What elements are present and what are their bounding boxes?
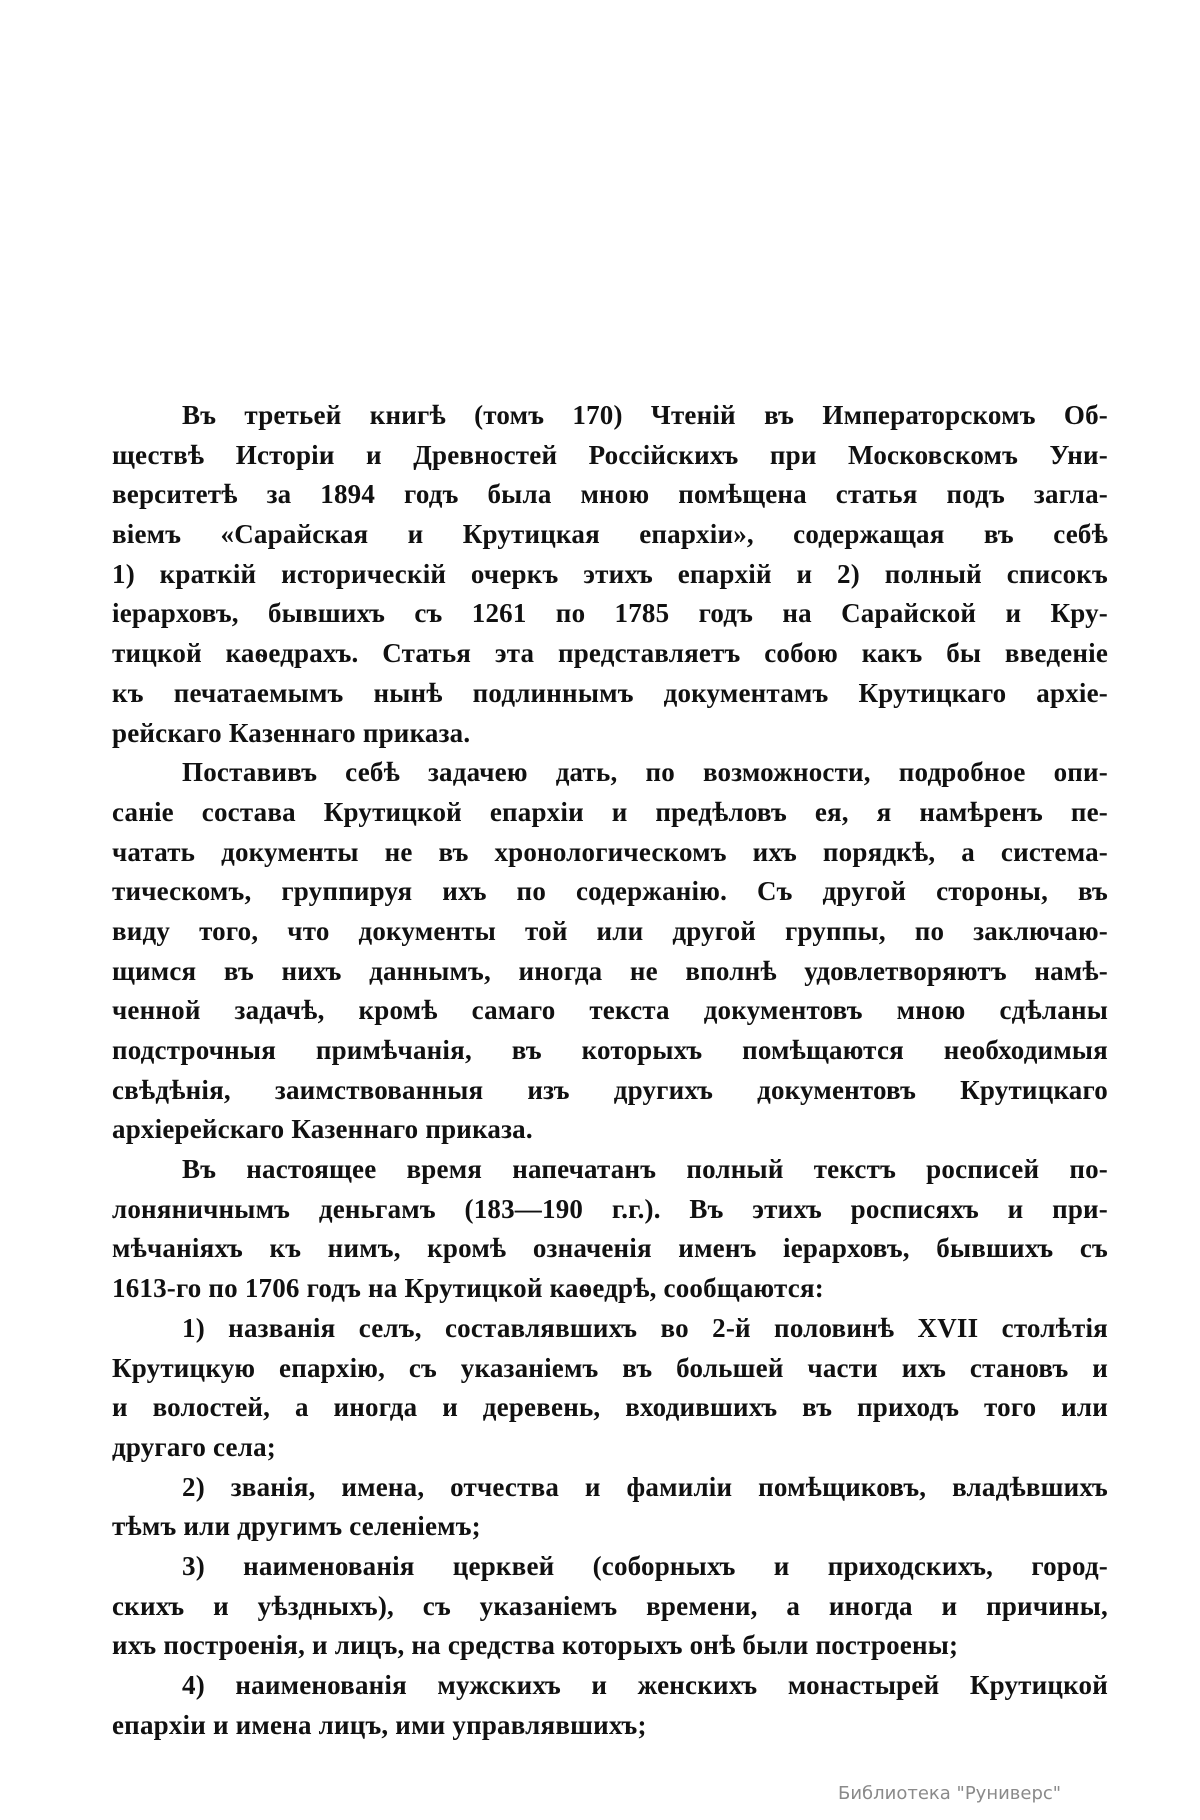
text-line: щимся въ нихъ даннымъ, иногда не вполнѣ удовлетворяютъ намѣ-	[112, 955, 1108, 986]
paragraph	[112, 1150, 1108, 1309]
text-line: другаго села;	[112, 1431, 276, 1462]
paragraph	[112, 753, 1108, 1150]
text-line: лоняничнымъ деньгамъ (183—190 г.г.). Въ этихъ росписяхъ и при-	[112, 1193, 1108, 1224]
text-line: ченной задачѣ, кромѣ самаго текста документовъ мною сдѣланы	[112, 995, 1108, 1026]
paragraph	[112, 1666, 1108, 1745]
text-line: виду того, что документы той или другой группы, по заключаю-	[112, 915, 1108, 946]
text-line: Въ третьей книгѣ (томъ 170) Чтеній въ Императорскомъ Об-	[182, 400, 1108, 430]
text-line: 1) названія селъ, составлявшихъ во 2-й половинѣ XVII столѣтія	[182, 1312, 1108, 1343]
paragraph	[112, 396, 1108, 753]
text-line: рейскаго Казеннаго приказа.	[112, 717, 471, 748]
paragraph	[112, 1547, 1108, 1666]
document-body	[112, 396, 1108, 1745]
text-line: тицкой каѳедрахъ. Статья эта представляетъ собою какъ бы введеніе	[112, 638, 1108, 669]
text-line: Въ настоящее время напечатанъ полный текстъ росписей по-	[182, 1154, 1108, 1185]
text-line: епархіи и имена лицъ, ими управлявшихъ;	[112, 1709, 647, 1740]
text-line: тѣмъ или другимъ селеніемъ;	[112, 1511, 481, 1542]
text-line: архіерейскаго Казеннаго приказа.	[112, 1114, 533, 1145]
text-line: ществѣ Исторіи и Древностей Россійскихъ при Московскомъ Уни-	[112, 439, 1108, 470]
library-watermark: Библиотека "Руниверс"	[838, 1783, 1062, 1804]
text-line: 1) краткій историческій очеркъ этихъ епархій и 2) полный списокъ	[112, 558, 1108, 589]
text-line: и волостей, а иногда и деревень, входившихъ въ приходъ того или	[112, 1392, 1108, 1423]
text-line: тическомъ, группируя ихъ по содержанію. Съ другой стороны, въ	[112, 876, 1108, 907]
text-line: іерарховъ, бывшихъ съ 1261 по 1785 годъ на Сарайской и Кру-	[112, 598, 1108, 629]
text-line: подстрочныя примѣчанія, въ которыхъ помѣщаются необходимыя	[112, 1035, 1108, 1065]
paragraph	[112, 1309, 1108, 1468]
text-line: 1613-го по 1706 годъ на Крутицкой каѳедрѣ, сообщаются:	[112, 1273, 824, 1304]
text-line: скихъ и уѣздныхъ), съ указаніемъ времени, а иногда и причины,	[112, 1590, 1108, 1621]
text-line: мѣчаніяхъ къ нимъ, кромѣ означенія именъ іерарховъ, бывшихъ съ	[112, 1233, 1108, 1264]
text-line: чатать документы не въ хронологическомъ ихъ порядкѣ, а система-	[112, 836, 1108, 867]
text-line: Крутицкую епархію, съ указаніемъ въ большей части ихъ становъ и	[112, 1352, 1108, 1383]
text-line: верситетѣ за 1894 годъ была мною помѣщена статья подъ загла-	[112, 479, 1108, 510]
text-line: свѣдѣнія, заимствованныя изъ другихъ документовъ Крутицкаго	[112, 1074, 1108, 1105]
text-line: 2) званія, имена, отчества и фамиліи помѣщиковъ, владѣвшихъ	[182, 1471, 1108, 1502]
text-line: 3) наименованія церквей (соборныхъ и приходскихъ, город-	[182, 1550, 1108, 1581]
text-line: къ печатаемымъ нынѣ подлиннымъ документамъ Крутицкаго архіе-	[112, 677, 1108, 708]
text-line: віемъ «Сарайская и Крутицкая епархіи», содержащая въ себѣ	[112, 519, 1108, 550]
text-line: ихъ построенія, и лицъ, на средства которыхъ онѣ были построены;	[112, 1630, 959, 1661]
text-line: 4) наименованія мужскихъ и женскихъ монастырей Крутицкой	[182, 1670, 1108, 1700]
text-line: Поставивъ себѣ задачею дать, по возможности, подробное опи-	[182, 757, 1108, 788]
paragraph	[112, 1468, 1108, 1547]
text-line: саніе состава Крутицкой епархіи и предѣловъ ея, я намѣренъ пе-	[112, 796, 1108, 827]
